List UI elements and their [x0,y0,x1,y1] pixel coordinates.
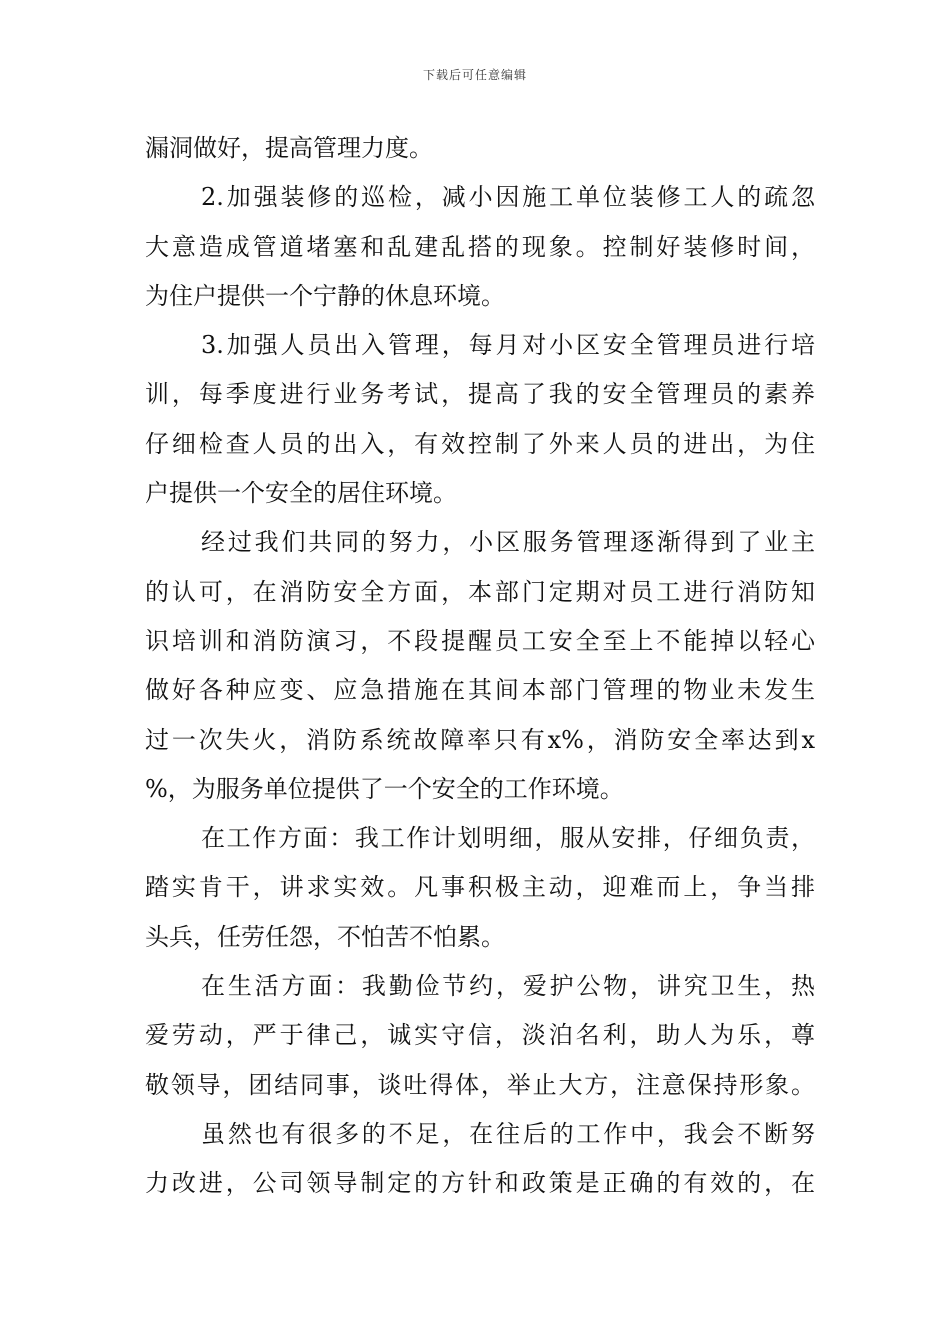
text-line: 为住户提供一个宁静的休息环境。 [145,281,505,310]
paragraph-first-line: 在工作方面：我工作计划明细，服从安排，仔细负责， [201,824,815,853]
text-line: 的认可，在消防安全方面，本部门定期对员工进行消防知 [145,577,815,606]
text-line: 大意造成管道堵塞和乱建乱搭的现象。控制好装修时间， [145,232,815,261]
paragraph-first-line: 虽然也有很多的不足，在往后的工作中，我会不断努 [201,1119,815,1148]
text-line: 头兵，任劳任怨，不怕苦不怕累。 [145,922,505,951]
paragraph-first-line: 3.加强人员出入管理，每月对小区安全管理员进行培 [201,331,815,360]
paragraph-first-line: 经过我们共同的努力，小区服务管理逐渐得到了业主 [201,528,815,557]
text-line: 做好各种应变、应急措施在其间本部门管理的物业未发生 [145,676,815,705]
paragraph-first-line: 在生活方面：我勤俭节约，爱护公物，讲究卫生，热 [201,972,815,1001]
text-line: 仔细检查人员的出入，有效控制了外来人员的进出，为住 [145,429,815,458]
text-line: %，为服务单位提供了一个安全的工作环境。 [145,774,624,803]
text-line: 训，每季度进行业务考试，提高了我的安全管理员的素养 [145,380,815,409]
text-line: 识培训和消防演习，不段提醒员工安全至上不能掉以轻心 [145,626,815,655]
text-line: 户提供一个安全的居住环境。 [145,479,457,508]
text-line: 敬领导，团结同事，谈吐得体，举止大方，注意保持形象。 [145,1070,815,1099]
text-line: 踏实肯干，讲求实效。凡事积极主动，迎难而上，争当排 [145,873,815,902]
text-line: 爱劳动，严于律己，诚实守信，淡泊名利，助人为乐，尊 [145,1021,815,1050]
text-line: 过一次失火，消防系统故障率只有x%，消防安全率达到x [145,725,815,754]
page-header: 下载后可任意编辑 [422,68,527,82]
paragraph-first-line: 2.加强装修的巡检，减小因施工单位装修工人的疏忽 [201,183,815,212]
document-body [145,124,815,1209]
text-line: 漏洞做好，提高管理力度。 [145,134,433,162]
text-line: 力改进，公司领导制定的方针和政策是正确的有效的，在 [145,1169,815,1198]
